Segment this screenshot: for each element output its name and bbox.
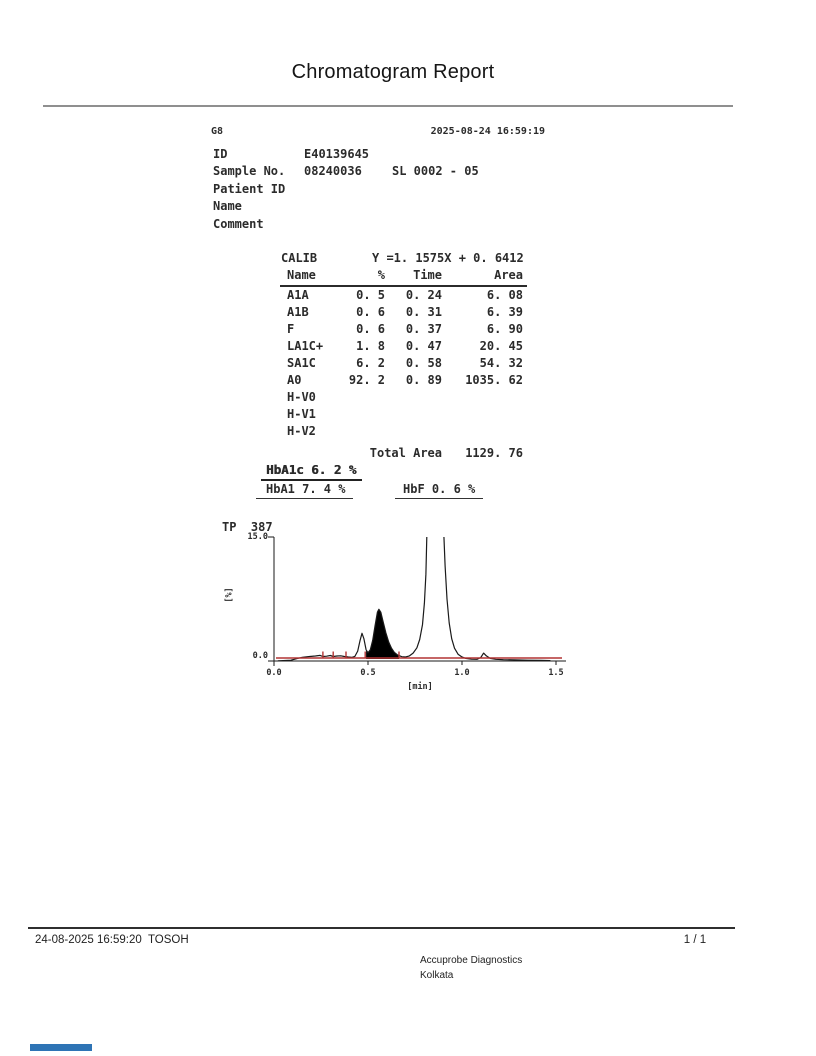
y-axis-label: [%] <box>224 587 235 603</box>
result-hbf: HbF 0. 6 % <box>395 482 483 499</box>
calib-table <box>280 266 527 462</box>
peak-name: A1B <box>287 305 309 319</box>
peak-value: 0. 58 <box>405 356 442 370</box>
peak-name: A0 <box>287 373 302 387</box>
peak-value <box>343 389 385 406</box>
peak-value <box>445 423 527 440</box>
sample-info-lab: Name <box>213 199 242 214</box>
peak-value: 20. 45 <box>479 339 523 353</box>
sample-info-ext: SL 0002 - 05 <box>392 164 479 179</box>
calib-col-header: Area <box>445 266 527 286</box>
chromatogram-plot <box>210 514 580 704</box>
peak-name: H-V0 <box>287 390 316 404</box>
peak-value <box>385 406 445 423</box>
footer-divider <box>28 927 735 929</box>
peak-name: F <box>287 322 295 336</box>
x-tick: 0.0 <box>266 668 282 678</box>
lab-name: Accuprobe Diagnostics <box>420 955 523 966</box>
sample-info-val: 08240036 <box>304 164 362 179</box>
footer-accent-bar <box>30 1044 92 1051</box>
peak-name: H-V1 <box>287 407 316 421</box>
sample-info-row <box>213 163 479 180</box>
peak-name: SA1C <box>287 356 316 370</box>
peak-name: H-V2 <box>287 424 316 438</box>
peak-value: 54. 32 <box>479 356 523 370</box>
peak-value: 0. 24 <box>405 288 442 302</box>
sample-info-val: E40139645 <box>304 147 370 161</box>
y-tick-max: 15.0 <box>247 532 268 542</box>
sample-info-lab: ID <box>213 147 228 161</box>
peak-value <box>445 389 527 406</box>
calib-col-header: Time <box>385 266 445 286</box>
peak-value <box>385 389 445 406</box>
header-divider <box>43 105 733 107</box>
peak-name: A1A <box>287 288 309 302</box>
calib-col-header: % <box>343 266 385 286</box>
peak-value: 0. 47 <box>405 339 442 353</box>
calib-label: CALIB <box>281 251 318 265</box>
analysis-datetime: 2025-08-24 16:59:19 <box>430 126 545 137</box>
sample-info-lab: Sample No. <box>213 164 286 179</box>
page-title: Chromatogram Report <box>291 61 495 83</box>
x-tick: 1.5 <box>548 668 564 678</box>
total-area-value: 1129. 76 <box>465 446 523 460</box>
footer-page-number: 1 / 1 <box>683 934 707 946</box>
peak-value: 92. 2 <box>348 373 385 387</box>
calib-equation: Y =1. 1575X + 0. 6412 <box>372 251 524 265</box>
x-tick: 1.0 <box>454 668 470 678</box>
peak-value: 0. 31 <box>405 305 442 319</box>
peak-name: LA1C+ <box>287 339 324 353</box>
chromatogram-trace <box>276 529 562 661</box>
x-axis-label: [min] <box>407 682 433 692</box>
peak-value: 6. 08 <box>486 288 523 302</box>
sample-info-row <box>213 181 479 198</box>
sample-info-row <box>213 146 479 163</box>
peak-value: 1. 8 <box>356 339 385 353</box>
result-hba1c: HbA1c 6. 2 % <box>261 462 362 481</box>
sample-info-row <box>213 198 479 215</box>
result-hba1: HbA1 7. 4 % <box>256 482 353 499</box>
peak-value <box>343 406 385 423</box>
lab-identity <box>420 953 522 983</box>
peak-value: 0. 6 <box>356 305 385 319</box>
peak-value: 6. 90 <box>486 322 523 336</box>
calib-col-header: Name <box>280 266 343 286</box>
y-tick-min: 0.0 <box>252 651 268 661</box>
sample-info <box>213 146 479 233</box>
x-tick: 0.5 <box>360 668 376 678</box>
lab-city: Kolkata <box>420 970 454 981</box>
peak-value <box>445 406 527 423</box>
sample-info-lab: Patient ID <box>213 181 286 196</box>
total-area-label: Total Area <box>369 446 442 460</box>
peak-value: 0. 37 <box>405 322 442 336</box>
calib-tbody <box>280 266 527 462</box>
peak-value <box>343 423 385 440</box>
peak-value: 1035. 62 <box>465 373 523 387</box>
peak-value: 0. 5 <box>356 288 385 302</box>
peak-value: 6. 2 <box>356 356 385 370</box>
device-model: G8 <box>211 126 224 137</box>
footer-print-datetime: 24-08-2025 16:59:20 TOSOH <box>35 934 189 946</box>
chart-title-total-peaks: TP 387 <box>222 520 273 534</box>
peak-value: 0. 89 <box>405 373 442 387</box>
peak-value: 6. 39 <box>486 305 523 319</box>
sample-info-lab: Comment <box>213 216 264 231</box>
peak-value: 0. 6 <box>356 322 385 336</box>
peak-value <box>385 423 445 440</box>
chromatogram-curve <box>278 529 551 661</box>
sample-info-row <box>213 216 479 233</box>
